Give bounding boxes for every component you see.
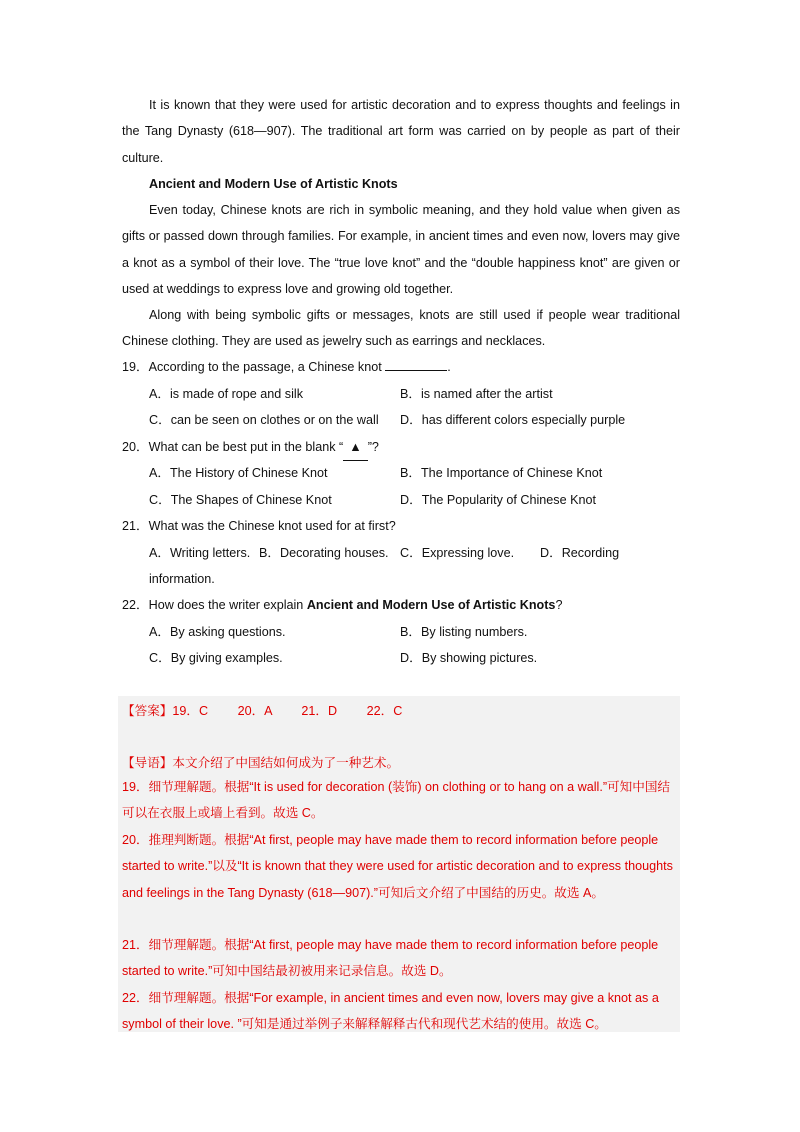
q22-option-c: C．By giving examples. <box>149 651 283 665</box>
q20-option-a: A．The History of Chinese Knot <box>149 466 328 480</box>
question-20-end: ”? <box>367 440 379 454</box>
q22-option-b: B．By listing numbers. <box>400 625 528 639</box>
q20-option-d: D．The Popularity of Chinese Knot <box>400 493 597 507</box>
q20-option-b: B．The Importance of Chinese Knot <box>400 466 603 480</box>
triangle-blank: ▲ <box>343 434 367 461</box>
question-21: 21．What was the Chinese knot used for at first? <box>122 519 396 533</box>
question-19-text: 19．According to the passage, a Chinese knot <box>122 360 382 374</box>
q21-option-b: B．Decorating houses. <box>259 546 389 560</box>
q21-option-c: C．Expressing love. <box>400 546 515 560</box>
q21-option-a: A．Writing letters. <box>149 546 251 560</box>
explanation-21: 21．细节理解题。根据“At first, people may have made them to record information before people started to write.”可知中国结最初被用来记录信息。故选 D。 <box>122 938 659 979</box>
question-20 <box>122 434 379 461</box>
answer-label: 【答案】 <box>122 704 173 718</box>
passage-paragraph-1: It is known that they were used for artistic decoration and to express thoughts and feelings in the Tang Dynasty (618—907). The traditional art form was carried on by people as part of their culture. <box>122 98 680 165</box>
answer-line <box>122 698 402 724</box>
q19-option-a: A．is made of rope and silk <box>149 387 303 401</box>
answer-20: 20．A <box>237 704 272 718</box>
answer-22: 22．C <box>366 704 403 718</box>
question-22-text: 22．How does the writer explain <box>122 598 304 612</box>
q21-option-d: D．Recording <box>540 546 620 560</box>
explanation-22: 22．细节理解题。根据“For example, in ancient times and even now, lovers may give a knot as a symbol of their love. ”可知是通过举例子来解释解释古代和现代艺术结的使用。故选 C。 <box>122 991 659 1032</box>
answer-21: 21．D <box>301 704 338 718</box>
q21-option-d-continued: information. <box>149 572 215 586</box>
q19-option-c: C．can be seen on clothes or on the wall <box>149 413 379 427</box>
explanation-19: 19．细节理解题。根据“It is used for decoration (装饰) on clothing or to hang on a wall.”可知中国结可以在衣服上或墙上看到。故选 C。 <box>122 780 671 821</box>
question-22-end: ? <box>555 598 563 612</box>
question-22-bold-title: Ancient and Modern Use of Artistic Knots <box>306 598 556 612</box>
answer-19: 19．C <box>172 704 209 718</box>
question-19-end: . <box>447 360 451 374</box>
passage-paragraph-3: Along with being symbolic gifts or messages, knots are still used if people wear traditional Chinese clothing. They are used as jewelry such as earrings and necklaces. <box>122 308 680 349</box>
answer-blank <box>385 356 447 371</box>
question-20-text: 20．What can be best put in the blank “ <box>122 440 344 454</box>
q22-option-d: D．By showing pictures. <box>400 651 538 665</box>
question-22 <box>122 592 562 618</box>
section-heading: Ancient and Modern Use of Artistic Knots <box>149 177 398 191</box>
q22-option-a: A．By asking questions. <box>149 625 286 639</box>
question-19 <box>122 354 451 380</box>
q19-option-b: B．is named after the artist <box>400 387 553 401</box>
explanation-20: 20．推理判断题。根据“At first, people may have made them to record information before people started to write.”以及“It is known that they were used for artistic decoration and to express thoughts and feelings in the Tang Dynasty (618—907).”可知后文介绍了中国结的历史。故选 A。 <box>122 833 673 900</box>
guide-line: 【导语】本文介绍了中国结如何成为了一种艺术。 <box>122 756 400 770</box>
q20-option-c: C．The Shapes of Chinese Knot <box>149 493 332 507</box>
q19-option-d: D．has different colors especially purple <box>400 413 626 427</box>
passage-paragraph-2: Even today, Chinese knots are rich in symbolic meaning, and they hold value when given as gifts or passed down through families. For example, in ancient times and even now, lovers may give a knot as a symbol of their love. The “true love knot” and the “double happiness knot” are given or used at weddings to express love and growing old together. <box>122 203 680 296</box>
